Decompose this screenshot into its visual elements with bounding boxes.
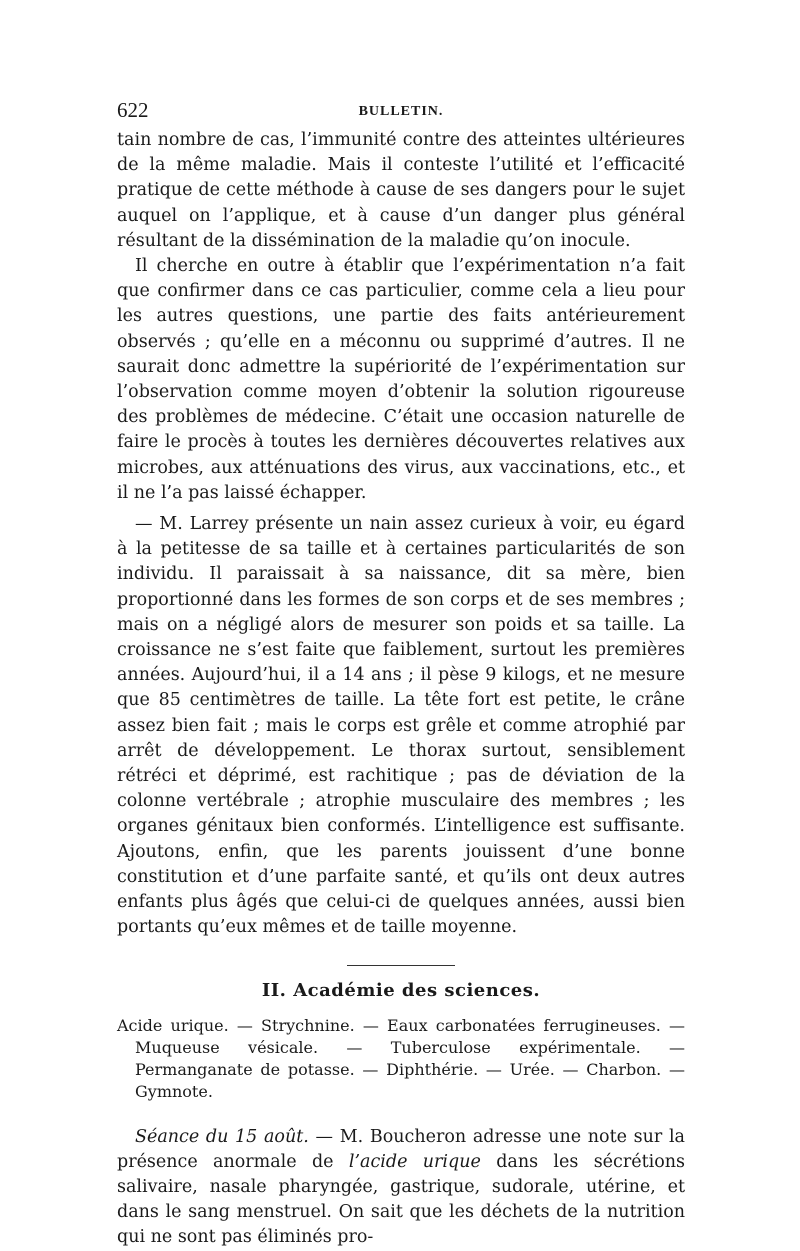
page-body: [117, 128, 685, 1251]
page-header: [117, 98, 685, 126]
seance-text-1: — M. Boucheron adresse une note sur la présence anormale de: [117, 1126, 685, 1172]
paragraph-seance: [117, 1125, 685, 1251]
section-divider: [347, 965, 455, 966]
section-summary: Acide urique. — Strychnine. — Eaux carbonatées ferrugineuses. — Muqueuse vésicale. — Tuberculose expérimentale. — Permanganate de potasse. — Diphthérie. — Urée. — Charbon. — Gymnote.: [117, 1015, 685, 1101]
seance-text-2: dans les sécrétions salivaire, nasale pharyngée, gastrique, sudorale, utérine, et dans le sang menstruel. On sait que les déchets de la nutrition qui ne sont pas éliminés pro-: [117, 1151, 685, 1248]
paragraph-experimentation: Il cherche en outre à établir que l’expérimentation n’a fait que confirmer dans ce cas particulier, comme cela a lieu pour les autres questions, une partie des faits antérieurement observés ; qu’elle en a méconnu ou supprimé d’autres. Il ne saurait donc admettre la supériorité de l’expérimentation sur l’observation comme moyen d’obtenir la solution rigoureuse des problèmes de médecine. C’était une occasion naturelle de faire le procès à toutes les dernières découvertes relatives aux microbes, aux atténuations des virus, aux vaccinations, etc., et il ne l’a pas laissé échapper.: [117, 256, 685, 503]
page-number: 622: [117, 98, 149, 122]
paragraph-continuation: tain nombre de cas, l’immunité contre des atteintes ultérieures de la même maladie. Mais il conteste l’utilité et l’efficacité pratique de cette méthode à cause de ses dangers pour le sujet auquel on l’applique, et à cause d’un danger plus général résultant de la dissémination de la maladie qu’on inocule.: [117, 130, 685, 251]
running-head: BULLETIN.: [358, 104, 444, 119]
paragraph-larrey: — M. Larrey présente un nain assez curieux à voir, eu égard à la petitesse de sa taille et à certaines particularités de son individu. Il paraissait à sa naissance, dit sa mère, bien proportionné dans les formes de son corps et de ses membres ; mais on a négligé alors de mesurer son poids et sa taille. La croissance ne s’est faite que faiblement, surtout les premières années. Aujourd’hui, il a 14 ans ; il pèse 9 kilogs, et ne mesure que 85 centimètres de taille. La tête fort est petite, le crâne assez bien fait ; mais le corps est grêle et comme atrophié par arrêt de développement. Le thorax surtout, sensiblement rétréci et déprimé, est rachitique ; pas de déviation de la colonne vertébrale ; atrophie musculaire des membres ; les organes génitaux bien conformés. L’intelligence est suffisante. Ajoutons, enfin, que les parents jouissent d’une bonne constitution et d’une parfaite santé, et qu’ils ont deux autres enfants plus âgés que celui-ci de quelques années, aussi bien portants qu’eux mêmes et de taille moyenne.: [117, 514, 685, 938]
section-title: II. Académie des sciences.: [261, 979, 541, 1001]
seance-term: l’acide urique: [348, 1151, 481, 1172]
seance-date: Séance du 15 août.: [135, 1126, 309, 1147]
